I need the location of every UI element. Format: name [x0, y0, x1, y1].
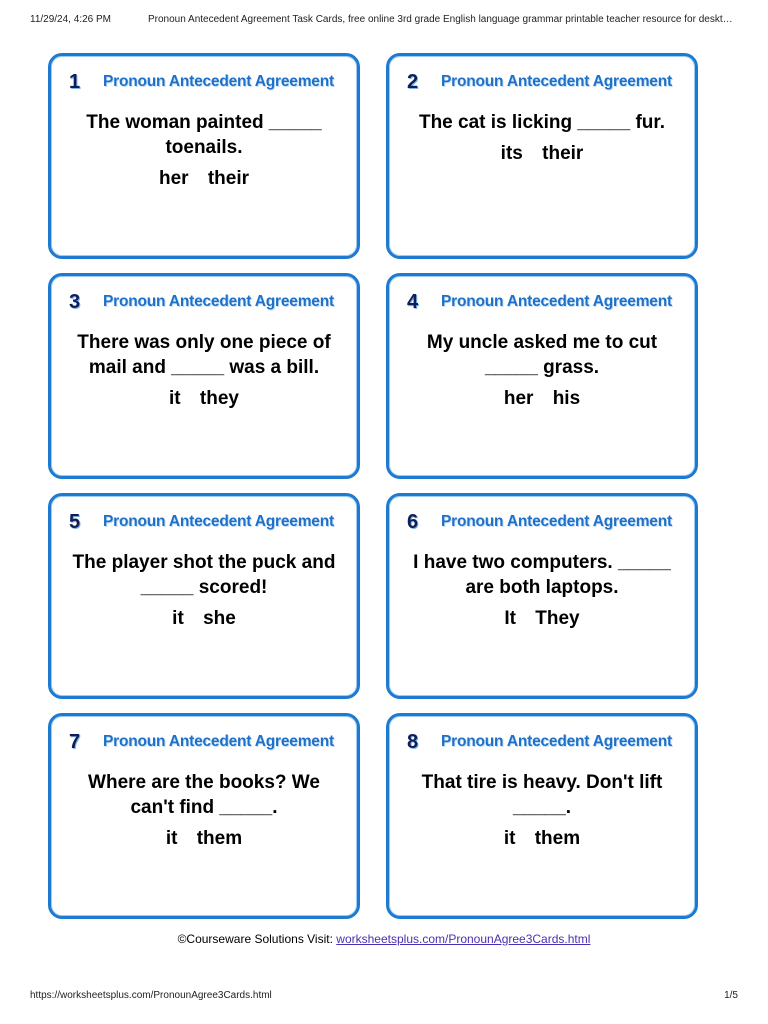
- choice-option: them: [196, 828, 243, 849]
- card-title: Pronoun Antecedent Agreement: [441, 513, 672, 530]
- choice-option: his: [552, 388, 581, 409]
- card-question: I have two computers. _____ are both laptops.: [413, 552, 671, 598]
- card-number: 6: [407, 510, 419, 533]
- card-header: [407, 290, 685, 314]
- card-header: [69, 510, 347, 534]
- task-card-3: [48, 273, 360, 479]
- card-header: [69, 70, 347, 94]
- card-choices: [59, 166, 349, 191]
- print-page-title: Pronoun Antecedent Agreement Task Cards, free online 3rd grade English language grammar printable teacher resource for deskt…: [148, 14, 733, 25]
- card-title: Pronoun Antecedent Agreement: [103, 733, 334, 750]
- card-body: [59, 330, 349, 411]
- credit-text: ©Courseware Solutions Visit:: [177, 932, 337, 946]
- card-title: Pronoun Antecedent Agreement: [441, 73, 672, 90]
- choice-option: It: [504, 608, 516, 629]
- card-choices: [397, 606, 687, 631]
- choice-option: it: [165, 828, 178, 849]
- card-question: That tire is heavy. Don't lift _____.: [421, 772, 663, 818]
- choice-option: them: [534, 828, 581, 849]
- page-count: 1/5: [724, 990, 738, 1001]
- card-question: My uncle asked me to cut _____ grass.: [426, 332, 658, 378]
- choice-option: their: [207, 168, 250, 189]
- choice-option: it: [169, 388, 181, 409]
- card-number: 4: [407, 290, 419, 313]
- card-body: [59, 550, 349, 631]
- card-question: There was only one piece of mail and _____ was a bill.: [77, 332, 331, 378]
- card-choices: [59, 386, 349, 411]
- card-question: The player shot the puck and _____ scored!: [72, 552, 336, 598]
- card-title: Pronoun Antecedent Agreement: [441, 733, 672, 750]
- card-header: [407, 510, 685, 534]
- task-card-2: [386, 53, 698, 259]
- card-body: [59, 110, 349, 191]
- choice-option: its: [500, 143, 523, 164]
- card-choices: [397, 141, 687, 166]
- card-body: [397, 770, 687, 851]
- choice-option: her: [503, 388, 534, 409]
- card-number: 5: [69, 510, 81, 533]
- card-question: The cat is licking _____ fur.: [418, 112, 666, 133]
- choice-option: it: [503, 828, 516, 849]
- task-card-1: [48, 53, 360, 259]
- card-number: 3: [69, 290, 81, 313]
- card-header: [407, 730, 685, 754]
- card-header: [69, 290, 347, 314]
- choice-option: their: [542, 143, 584, 164]
- task-card-6: [386, 493, 698, 699]
- card-title: Pronoun Antecedent Agreement: [103, 73, 334, 90]
- credit-line: [0, 932, 768, 946]
- card-number: 1: [69, 70, 81, 93]
- card-choices: [59, 826, 349, 851]
- card-body: [397, 110, 687, 166]
- task-card-7: [48, 713, 360, 919]
- choice-option: They: [535, 608, 580, 629]
- card-choices: [59, 606, 349, 631]
- card-choices: [397, 826, 687, 851]
- print-footer: [30, 990, 738, 1004]
- task-card-5: [48, 493, 360, 699]
- card-body: [397, 550, 687, 631]
- task-card-4: [386, 273, 698, 479]
- card-choices: [397, 386, 687, 411]
- card-header: [407, 70, 685, 94]
- card-question: Where are the books? We can't find _____.: [88, 772, 320, 818]
- worksheet-link[interactable]: worksheetsplus.com/PronounAgree3Cards.html: [336, 932, 591, 946]
- print-url: https://worksheetsplus.com/PronounAgree3Cards.html: [30, 990, 272, 1001]
- card-header: [69, 730, 347, 754]
- card-title: Pronoun Antecedent Agreement: [441, 293, 672, 310]
- card-number: 8: [407, 730, 419, 753]
- choice-option: she: [203, 608, 236, 629]
- card-title: Pronoun Antecedent Agreement: [103, 513, 334, 530]
- print-header: [30, 14, 738, 28]
- card-body: [59, 770, 349, 851]
- task-card-8: [386, 713, 698, 919]
- card-title: Pronoun Antecedent Agreement: [103, 293, 334, 310]
- print-date: 11/29/24, 4:26 PM: [30, 14, 111, 25]
- card-number: 2: [407, 70, 419, 93]
- choice-option: it: [172, 608, 184, 629]
- card-body: [397, 330, 687, 411]
- card-number: 7: [69, 730, 81, 753]
- card-question: The woman painted _____ toenails.: [86, 112, 322, 158]
- choice-option: they: [199, 388, 239, 409]
- choice-option: her: [158, 168, 189, 189]
